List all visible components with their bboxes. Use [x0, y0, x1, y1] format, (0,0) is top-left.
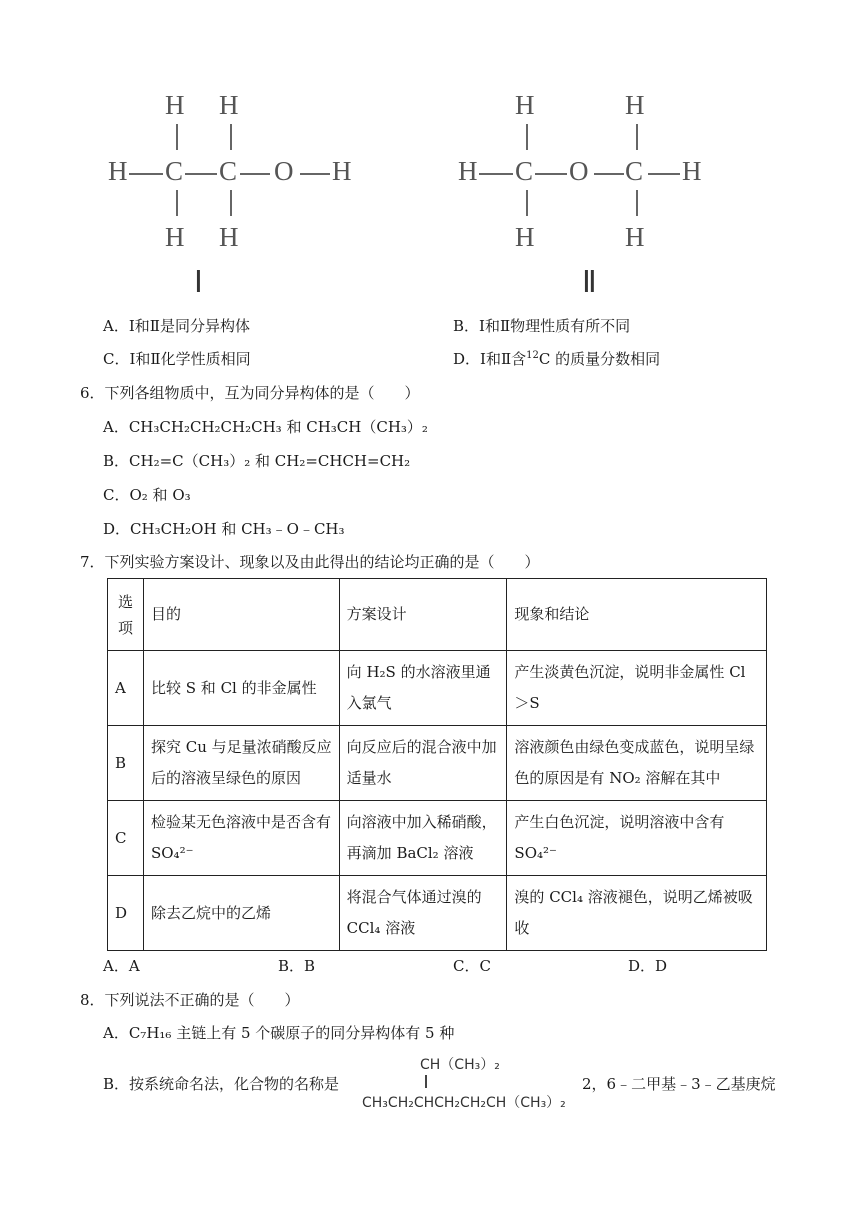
structure-label-II: Ⅱ — [582, 266, 597, 299]
experiment-table — [107, 578, 767, 951]
q7-stem: 7．下列实验方案设计、现象以及由此得出的结论均正确的是（ ） — [80, 553, 540, 571]
row-goal: 比较 S 和 Cl 的非金属性 — [143, 651, 339, 726]
row-option: C — [108, 801, 144, 876]
row-goal: 检验某无色溶液中是否含有 SO₄²⁻ — [143, 801, 339, 876]
q8-option-b-prefix: B．按系统命名法，化合物的名称是 — [103, 1075, 340, 1093]
table-row — [108, 801, 767, 876]
table-header-row — [108, 579, 767, 651]
row-result: 溴的 CCl₄ 溶液褪色，说明乙烯被吸收 — [507, 876, 767, 951]
q8-option-a: A．C₇H₁₆ 主链上有 5 个碳原子的同分异构体有 5 种 — [103, 1024, 455, 1042]
q6-option-d: D．CH₃CH₂OH 和 CH₃﹣O﹣CH₃ — [103, 520, 345, 538]
q6-option-b: B．CH₂=C（CH₃）₂ 和 CH₂=CHCH=CH₂ — [103, 452, 411, 470]
header-option: 选项 — [108, 579, 144, 651]
formula-main-chain: CH₃CH₂CHCH₂CH₂CH（CH₃）₂ — [362, 1095, 566, 1111]
row-option: D — [108, 876, 144, 951]
row-design: 向溶液中加入稀硝酸，再滴加 BaCl₂ 溶液 — [339, 801, 507, 876]
formula-bond — [425, 1075, 427, 1088]
row-result: 产生白色沉淀，说明溶液中含有 SO₄²⁻ — [507, 801, 767, 876]
q5-option-b: B．Ⅰ和Ⅱ物理性质有所不同 — [453, 317, 631, 335]
row-goal: 探究 Cu 与足量浓硝酸反应后的溶液呈绿色的原因 — [143, 726, 339, 801]
q8-option-b-suffix: 2，6﹣二甲基﹣3﹣乙基庚烷 — [582, 1075, 776, 1093]
q6-option-a: A．CH₃CH₂CH₂CH₂CH₃ 和 CH₃CH（CH₃）₂ — [103, 418, 428, 436]
table-row — [108, 876, 767, 951]
q8-stem: 8．下列说法不正确的是（ ） — [80, 991, 300, 1009]
q6-option-c: C．O₂ 和 O₃ — [103, 486, 191, 504]
row-design: 将混合气体通过溴的 CCl₄ 溶液 — [339, 876, 507, 951]
q5-option-c: C．Ⅰ和Ⅱ化学性质相同 — [103, 350, 251, 368]
header-goal: 目的 — [143, 579, 339, 651]
q7-choice-d: D．D — [628, 957, 668, 975]
row-design: 向反应后的混合液中加适量水 — [339, 726, 507, 801]
header-result: 现象和结论 — [507, 579, 767, 651]
structure-label-I: Ⅰ — [194, 266, 203, 299]
q7-choice-b: B．B — [278, 957, 316, 975]
row-option: B — [108, 726, 144, 801]
table-row — [108, 726, 767, 801]
q5-option-d: D．Ⅰ和Ⅱ含$^{12}$C 的质量分数相同 — [453, 350, 661, 368]
row-goal: 除去乙烷中的乙烯 — [143, 876, 339, 951]
row-design: 向 H₂S 的水溶液里通入氯气 — [339, 651, 507, 726]
q7-choice-c: C．C — [453, 957, 491, 975]
header-design: 方案设计 — [339, 579, 507, 651]
row-option: A — [108, 651, 144, 726]
row-result: 产生淡黄色沉淀，说明非金属性 Cl ＞S — [507, 651, 767, 726]
row-result: 溶液颜色由绿色变成蓝色，说明呈绿色的原因是有 NO₂ 溶解在其中 — [507, 726, 767, 801]
q7-choice-a: A．A — [103, 957, 140, 975]
q6-stem: 6．下列各组物质中，互为同分异构体的是（ ） — [80, 384, 420, 402]
formula-branch: CH（CH₃）₂ — [420, 1057, 500, 1073]
table-row — [108, 651, 767, 726]
q5-option-a: A．Ⅰ和Ⅱ是同分异构体 — [103, 317, 250, 335]
